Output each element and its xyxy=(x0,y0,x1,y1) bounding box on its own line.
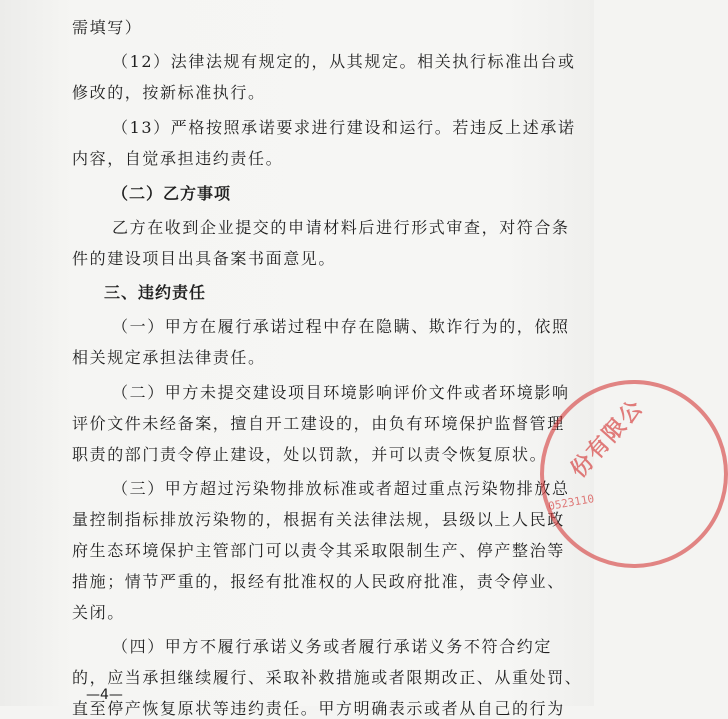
text-line: （13）严格按照承诺要求进行建设和运行。若违反上述承诺 xyxy=(112,118,576,137)
stamp-code: 0523110 xyxy=(547,492,596,513)
text-line: （三）甲方超过污染物排放标准或者超过重点污染物排放总 xyxy=(112,479,570,498)
text-line: 件的建设项目出具备案书面意见。 xyxy=(72,249,337,268)
text-line: 的，应当承担继续履行、采取补救措施或者限期改正、从重处罚、 xyxy=(72,668,583,687)
page-number: —4— xyxy=(86,687,123,703)
text-line: 相关规定承担法律责任。 xyxy=(72,348,266,367)
red-seal-stamp xyxy=(540,380,728,568)
text-line: 评价文件未经备案，擅自开工建设的，由负有环境保护监督管理 xyxy=(72,414,565,433)
text-line: 直至停产恢复原状等违约责任。甲方明确表示或者从自己的行为 xyxy=(72,699,565,718)
text-line: 内容，自觉承担违约责任。 xyxy=(72,149,284,168)
text-line: （一）甲方在履行承诺过程中存在隐瞒、欺诈行为的，依照 xyxy=(112,317,570,336)
section-heading: 三、违约责任 xyxy=(104,283,207,302)
text-line: 府生态环境保护主管部门可以责令其采取限制生产、停产整治等 xyxy=(72,541,565,560)
text-line: 需填写） xyxy=(72,18,143,37)
text-line: （四）甲方不履行承诺义务或者履行承诺义务不符合约定 xyxy=(112,637,553,656)
text-line: 乙方在收到企业提交的申请材料后进行形式审查，对符合条 xyxy=(112,218,570,237)
text-line: 措施；情节严重的，报经有批准权的人民政府批准，责令停业、 xyxy=(72,572,565,591)
text-line: 关闭。 xyxy=(72,603,125,622)
section-heading: （二）乙方事项 xyxy=(112,184,232,203)
text-line: 职责的部门责令停止建设，处以罚款，并可以责令恢复原状。 xyxy=(72,445,548,464)
text-line: 量控制指标排放污染物的，根据有关法律法规，县级以上人民政 xyxy=(72,510,565,529)
text-line: 修改的，按新标准执行。 xyxy=(72,83,266,102)
stamp-text: 份有限公 xyxy=(566,394,649,483)
text-line: （二）甲方未提交建设项目环境影响评价文件或者环境影响 xyxy=(112,383,570,402)
text-line: （12）法律法规有规定的，从其规定。相关执行标准出台或 xyxy=(112,52,576,71)
